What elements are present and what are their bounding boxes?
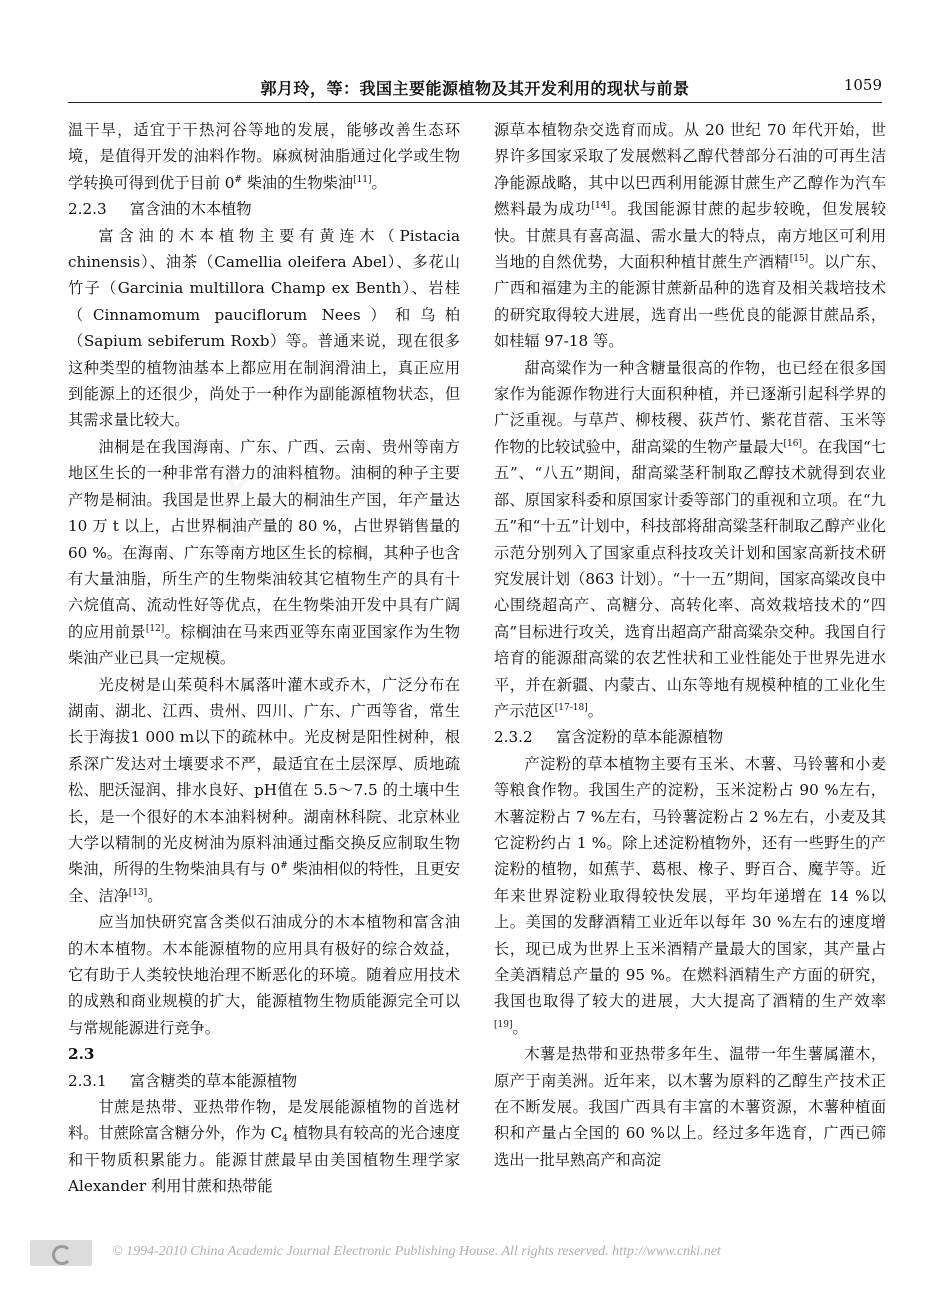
section-heading-2-2-3: 2.2.3 富含油的木本植物 (68, 200, 252, 219)
paragraph: 富含油的木本植物主要有黄连木（Pistacia chinensis）、油茶（Camellia oleifera Abel）、多花山竹子（Garcinia multillora Champ ex Benth）、岩桂（Cinnamomum pauciflorum Nees）和乌柏（Sapium sebiferum Roxb）等。普通来说，现在很多这种类型的植物油基本上都应用在制润滑油上，真正应用到能源上的还很少，尚处于一种作为副能源植物状态，但其需求量比较大。 (68, 226, 460, 430)
paragraph: 甘蔗是热带、亚热带作物，是发展能源植物的首选材料。甘蔗除富含糖分外，作为 $C_4$ 植物具有较高的光合速度和干物质积累能力。能源甘蔗最早由美国植物生理学家 Alexander 利用甘蔗和热带能 (68, 1098, 461, 1196)
citation: [13] (128, 887, 148, 898)
section-heading-2-3: 2.3 (68, 1045, 95, 1064)
page-number: 1059 (843, 76, 882, 94)
paragraph: 温干旱，适宜于干热河谷等地的发展，能够改善生态环境，是值得开发的油料作物。麻疯树油脂通过化学或生物学转换可得到优于目前 0# 柴油的生物柴油[11]。 (68, 121, 460, 192)
paragraph: 产淀粉的草本植物主要有玉米、木薯、马铃薯和小麦等粮食作物。我国生产的淀粉，玉米淀粉占 90 %左右，木薯淀粉占 7 %左右，马铃薯淀粉占 2 %左右，小麦及其它淀粉约占 1 %。除上述淀粉植物外，还有一些野生的产淀粉的植物，如蕉芋、葛根、橡子、野百合、魔芋等。近年来世界淀粉业取得较快发展，平均年递增在 14 %以上。美国的发酵酒精工业近年以每年 30 %左右的速度增长，现已成为世界上玉米酒精产量最大的国家，其产量占全美酒精总产量的 95 %。在燃料酒精生产方面的研究，我国也取得了较大的进展，大大提高了酒精的生产效率[19]。 (494, 754, 886, 1037)
citation: [14] (591, 201, 610, 212)
paragraph: 木薯是热带和亚热带多年生、温带一年生薯属灌木，原产于南美洲。近年来，以木薯为原料的乙醇生产技术正在不断发展。我国广西具有丰富的木薯资源，木薯种植面积和产量占全国的 60 %以上。经过多年选育，广西已筛选出一批早熟高产和高淀 (494, 1045, 886, 1169)
section-heading-2-3-1: 2.3.1 富含糖类的草本能源植物 (68, 1071, 298, 1090)
left-column (68, 117, 460, 1200)
citation: [12] (145, 623, 165, 634)
citation: [11] (353, 174, 372, 185)
citation: [16] (783, 438, 802, 449)
paragraph: 甜高粱作为一种含糖量很高的作物，也已经在很多国家作为能源作物进行大面积种植，并已逐渐引起科学界的广泛重视。与草芦、柳枝稷、荻芦竹、紫花苜蓿、玉米等作物的比较试验中，甜高粱的生物产量最大[16]。在我国“七五”、“八五”期间，甜高粱茎秆制取乙醇技术就得到农业部、原国家科委和原国家计委等部门的重视和立项。在“九五”和“十五”计划中，科技部将甜高粱茎秆制取乙醇产业化示范分别列入了国家重点科技攻关计划和国家高新技术研究发展计划（863 计划）。“十一五”期间，国家高粱改良中心围绕超高产、高糖分、高转化率、高效栽培技术的“四高”目标进行攻关，选育出超高产甜高粱杂交种。我国自行培育的能源甜高粱的农艺性状和工业性能处于世界先进水平，并在新疆、内蒙古、山东等地有规模种植的工业化生产示范区[17-18]。 (494, 358, 887, 720)
citation: [17-18] (554, 702, 588, 713)
footer-text: © 1994-2010 China Academic Journal Electronic Publishing House. All rights reserved. http://www.cnki.net (112, 1244, 721, 1259)
citation: [15] (789, 254, 809, 265)
section-heading-2-3-2: 2.3.2 富含淀粉的草本能源植物 (494, 728, 724, 747)
copyright-footer (30, 1240, 920, 1270)
citation: [19] (494, 1019, 513, 1030)
paragraph: 应当加快研究富含类似石油成分的木本植物和富含油的木本植物。木本能源植物的应用具有极好的综合效益，它有助于人类较快地治理不断恶化的环境。随着应用技术的成熟和商业规模的扩大，能源植物生物质能源完全可以与常规能源进行竞争。 (68, 913, 460, 1037)
running-header (68, 76, 882, 103)
paragraph: 光皮树是山茱萸科木属落叶灌木或乔木，广泛分布在湖南、湖北、江西、贵州、四川、广东、广西等省，常生长于海拔1 000 m以下的疏林中。光皮树是阳性树种，根系深广发达对土壤要求不严，最适宜在土层深厚、质地疏松、肥沃湿润、排水良好、pH值在 5.5～7.5 的土壤中生长，是一个很好的木本油料树种。湖南林科院、北京林业大学以精制的光皮树油为原料油通过酯交换反应制取生物柴油，所得的生物柴油具有与 0# 柴油相似的特性，且更安全、洁净[13]。 (68, 675, 460, 905)
paragraph: 源草本植物杂交选育而成。从 20 世纪 70 年代开始，世界许多国家采取了发展燃料乙醇代替部分石油的可再生洁净能源战略，其中以巴西利用能源甘蔗生产乙醇作为汽车燃料最为成功[14]。我国能源甘蔗的起步较晚，但发展较快。甘蔗具有喜高温、需水量大的特点，南方地区可利用当地的自然优势，大面积种植甘蔗生产酒精[15]。以广东、广西和福建为主的能源甘蔗新品种的选育及相关栽培技术的研究取得较大进展，选育出一些优良的能源甘蔗品系，如桂辐 97-18 等。 (494, 121, 887, 351)
right-column (494, 117, 886, 1173)
paragraph: 油桐是在我国海南、广东、广西、云南、贵州等南方地区生长的一种非常有潜力的油料植物。油桐的种子主要产物是桐油。我国是世界上最大的桐油生产国，年产量达 10 万 t 以上，占世界桐油产量的 80 %，占世界销售量的 60 %。在海南、广东等南方地区生长的棕榈，其种子也含有大量油脂，所生产的生物柴油较其它植物生产的具有十六烷值高、流动性好等优点，在生物柴油开发中具有广阔的应用前景[12]。棕榈油在马来西亚等东南亚国家作为生物柴油产业已具一定规模。 (68, 437, 461, 668)
header-title: 郭月玲，等：我国主要能源植物及其开发利用的现状与前景 (260, 79, 690, 98)
cnki-logo-icon (30, 1240, 92, 1266)
